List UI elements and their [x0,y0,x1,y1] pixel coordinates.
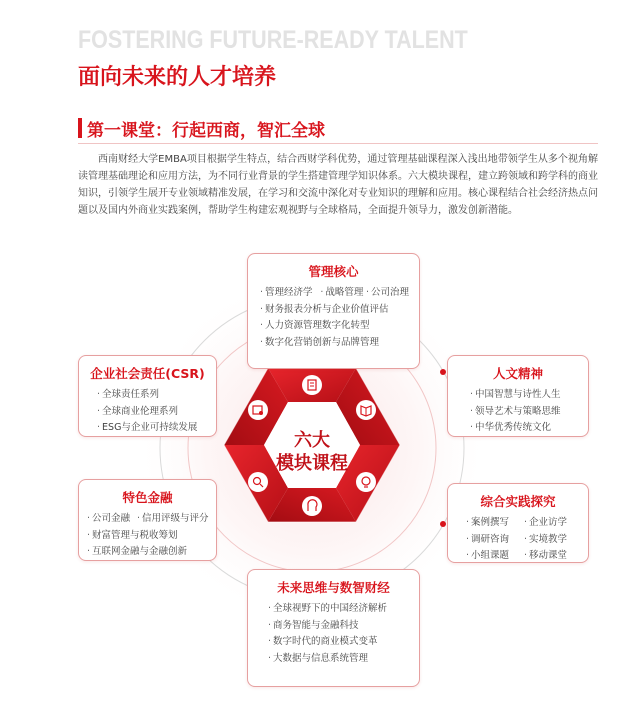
list-item: · 案例撰写 [466,515,524,532]
list-item: · 领导艺术与策略思维 [470,404,588,421]
list-item: · 数字化营销创新与品牌管理 [260,335,419,352]
core-label-line2: 模块课程 [276,453,348,474]
list-item: · 中国智慧与诗性人生 [470,387,588,404]
module-csr [78,355,217,437]
module-management-core [247,253,420,369]
module-practice [447,483,589,563]
list-item: · 中华优秀传统文化 [470,420,588,437]
module-finance [78,479,217,561]
list-item: · 财务报表分析与企业价值评估 [260,302,419,319]
list-item: · 人力资源管理数字化转型 [260,318,419,335]
list-item: · 商务智能与金融科技 [268,618,419,635]
course-module-diagram [0,220,620,725]
list-item: · 战略管理 [320,285,366,302]
module-title: 企业社会责任(CSR) [90,366,205,381]
list-item: · 全球责任系列 [97,387,216,404]
bulb-icon [356,472,376,492]
section-title: 第一课堂：行起西商，智汇全球 [87,121,325,141]
module-title: 特色金融 [122,490,173,505]
list-item: · 财富管理与税收筹划 [87,528,216,545]
list-item: · 数字时代的商业模式变革 [268,634,419,651]
orbit-dot [440,521,446,527]
module-title: 未来思维与数智财经 [277,580,390,595]
english-title: FOSTERING FUTURE-READY TALENT [78,26,468,54]
list-item: · 调研咨询 [466,532,524,549]
module-humanities [447,355,589,437]
section-marker [78,118,82,138]
list-item: · 全球商业伦理系列 [97,404,216,421]
list-item: · 互联网金融与金融创新 [87,544,216,561]
head-icon [302,496,322,516]
list-item: · 公司金融 [87,511,137,528]
list-item: · 小组课题 [466,548,524,565]
list-item: · 信用评级与评分 [137,511,195,528]
list-item: · 实境教学 [524,532,582,549]
intro-paragraph: 西南财经大学EMBA项目根据学生特点，结合西财学科优势，通过管理基础课程深入浅出地带领学生从多个视角解读管理基础理论和应用方法，为不同行业背景的学生搭建管理学知识体系。六大模块课程，建立跨领域和跨学科的商业知识，引领学生展开专业领域精准发展，在学习和交流中深化对专业知识的理解和应用。核心课程结合社会经济热点问题以及国内外商业实践案例，帮助学生构建宏观视野与全球格局，全面提升领导力，激发创新潜能。 [78,154,598,216]
section-divider [78,143,598,144]
list-item: · ESG与企业可持续发展 [97,420,216,437]
list-item: · 企业访学 [524,515,582,532]
list-item: · 大数据与信息系统管理 [268,651,419,668]
module-future-thinking [247,569,420,687]
module-title: 人文精神 [492,366,543,381]
module-title: 管理核心 [308,264,359,279]
orbit-dot [440,369,446,375]
core-label-line1: 六大 [294,430,330,451]
page-title: 面向未来的人才培养 [78,65,277,90]
book-icon [356,400,376,420]
list-item: · 全球视野下的中国经济解析 [268,601,419,618]
module-title: 综合实践探究 [480,494,556,509]
list-item: · 管理经济学 [260,285,320,302]
coin-search-icon [248,472,268,492]
clipboard-icon [302,375,322,395]
list-item: · 移动课堂 [524,548,582,565]
list-item: · 公司治理 [366,285,419,302]
certificate-icon [248,400,268,420]
